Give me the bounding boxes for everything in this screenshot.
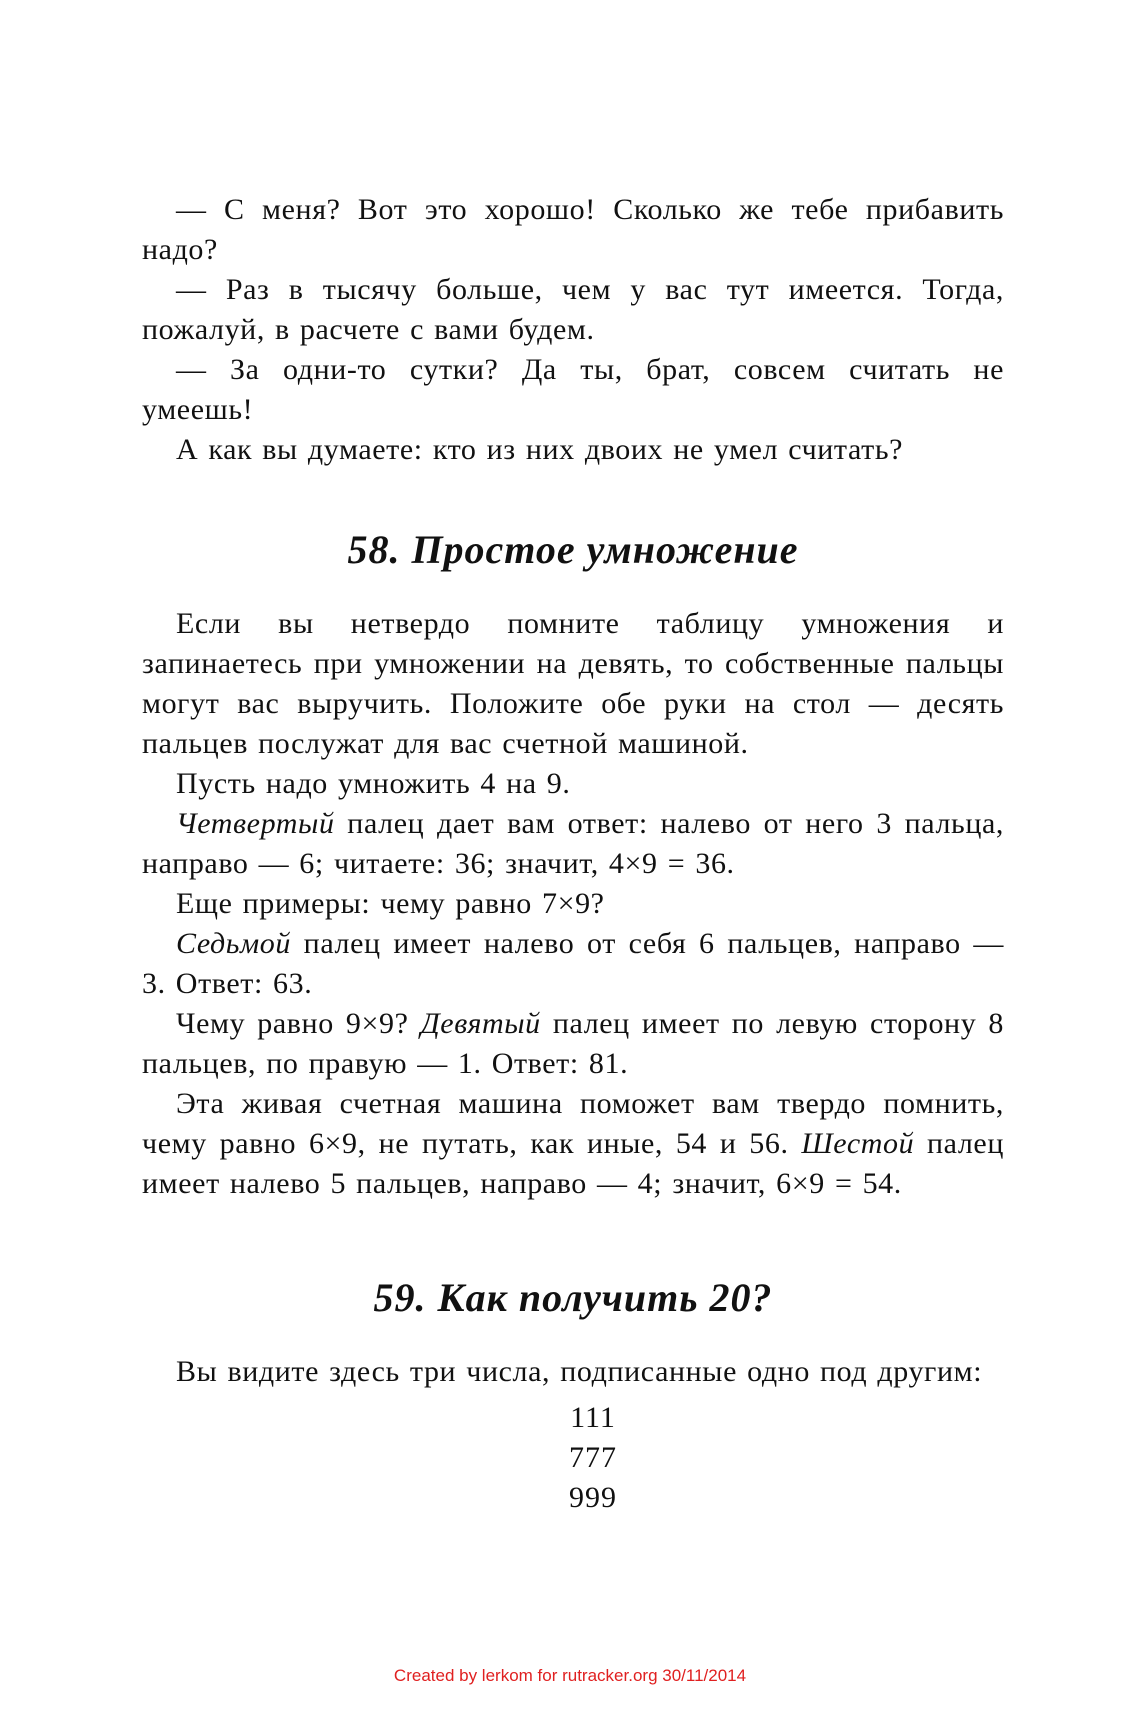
paragraph-5-text: палец имеет налево от себя 6 пальцев, направо — 3. Ответ: 63. — [142, 927, 1004, 1000]
closing-question: А как вы думаете: кто из них двоих не умел считать? — [176, 433, 904, 466]
paragraph-7-start: Эта живая счетная машина поможет вам твердо помнить, чему равно 6×9, не путать, как иные, 54 и 56. — [142, 1087, 1004, 1160]
watermark: Created by lerkom for rutracker.org 30/11/2014 — [393, 1666, 747, 1685]
section-58-paragraph-6 — [142, 1004, 1004, 1084]
italic-term-seventh: Седьмой — [176, 927, 291, 960]
italic-term-fourth: Четвертый — [176, 807, 335, 840]
section-58-body — [142, 604, 1004, 1204]
section-58-paragraph-4: Еще примеры: чему равно 7×9? — [176, 887, 605, 920]
number-999: 999 — [569, 1481, 617, 1514]
number-777: 777 — [569, 1441, 617, 1474]
section-58-title: 58. Простое умножение — [347, 527, 799, 572]
dialogue-line-3: — За одни-то сутки? Да ты, брат, совсем считать не умеешь! — [142, 353, 1004, 426]
section-58-paragraph-3 — [142, 804, 1004, 884]
section-59-paragraph-1: Вы видите здесь три числа, подписанные одно под другим: — [176, 1355, 983, 1388]
italic-term-sixth: Шестой — [801, 1127, 915, 1160]
intro-dialogue — [142, 190, 1004, 470]
paragraph-6-text: палец имеет по левую сторону 8 пальцев, по правую — 1. Ответ: 81. — [142, 1007, 1004, 1080]
paragraph-7-text: палец имеет налево 5 пальцев, направо — 4; значит, 6×9 = 54. — [142, 1127, 1005, 1200]
number-column — [142, 1398, 1004, 1518]
section-58-paragraph-2: Пусть надо умножить 4 на 9. — [176, 767, 571, 800]
section-59-body — [142, 1352, 1004, 1518]
dialogue-line-1: — С меня? Вот это хорошо! Сколько же тебе прибавить надо? — [142, 193, 1004, 266]
section-58-paragraph-7 — [142, 1084, 1004, 1204]
italic-term-ninth: Девятый — [420, 1007, 541, 1040]
paragraph-6-start: Чему равно 9×9? — [176, 1007, 421, 1040]
number-111: 111 — [570, 1401, 616, 1434]
page-content — [142, 190, 1004, 1518]
section-58-paragraph-1: Если вы нетвердо помните таблицу умножения и запинаетесь при умножении на девять, то собственные пальцы могут вас выручить. Положите обе руки на стол — десять пальцев послужат для вас счетной машиной. — [142, 607, 1004, 760]
section-58-paragraph-5 — [142, 924, 1004, 1004]
section-59-title: 59. Как получить 20? — [373, 1275, 773, 1320]
paragraph-3-text: палец дает вам ответ: налево от него 3 пальца, направо — 6; читаете: 36; значит, 4×9 = 36. — [142, 807, 1004, 880]
dialogue-line-2: — Раз в тысячу больше, чем у вас тут имеется. Тогда, пожалуй, в расчете с вами будем. — [142, 273, 1004, 346]
